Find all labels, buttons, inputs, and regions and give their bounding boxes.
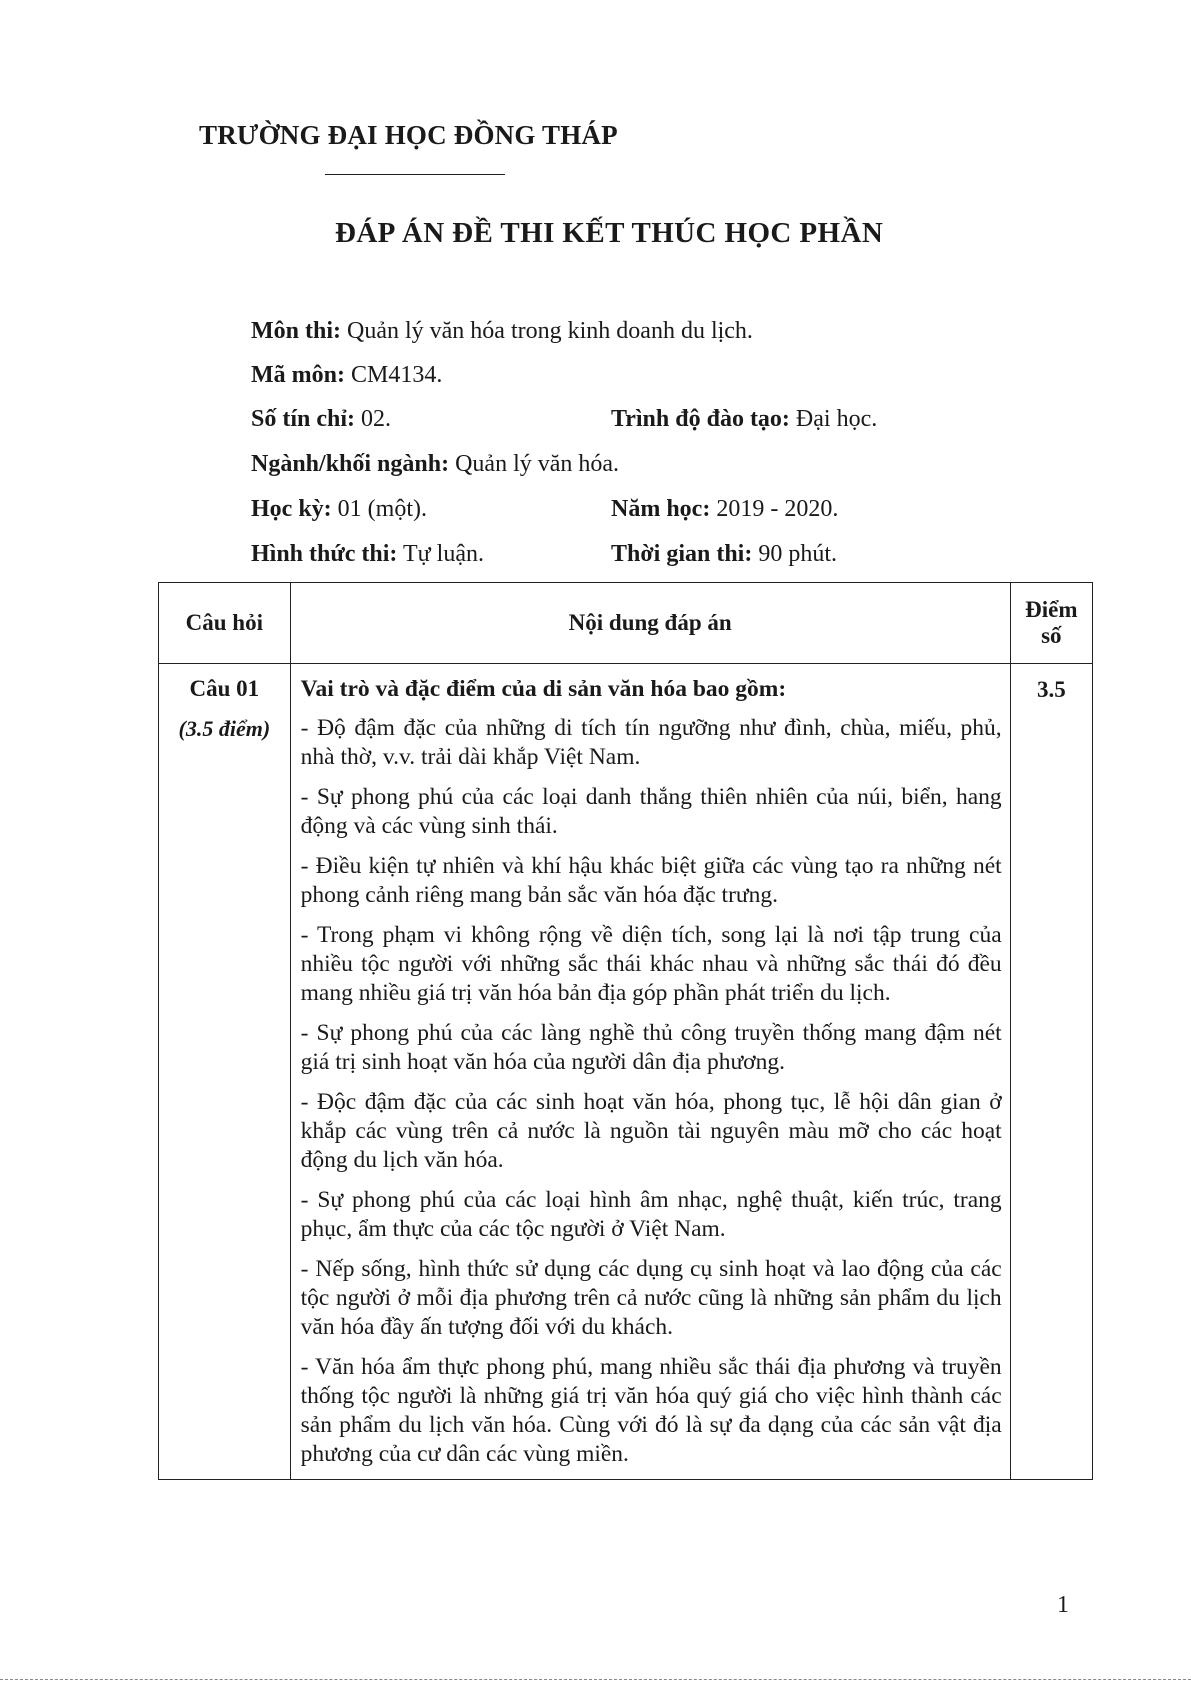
answer-item: - Sự phong phú của các làng nghề thủ công truyền thống mang đậm nét giá trị sinh hoạt văn hóa của người dân địa phương. xyxy=(300,1020,1002,1075)
form-value: Tự luận. xyxy=(397,541,484,567)
info-major xyxy=(251,449,619,479)
answer-item: - Sự phong phú của các loại danh thắng thiên nhiên của núi, biển, hang động và các vùng sinh thái. xyxy=(300,784,1002,839)
answer-item: - Điều kiện tự nhiên và khí hậu khác biệt giữa các vùng tạo ra những nét phong cảnh riêng mang bản sắc văn hóa đặc trưng. xyxy=(300,853,1002,908)
level-label: Trình độ đào tạo: xyxy=(611,406,790,432)
semester-value: 01 (một). xyxy=(331,496,427,522)
credits-value: 02. xyxy=(355,406,392,432)
answer-item: - Sự phong phú của các loại hình âm nhạc, nghệ thuật, kiến trúc, trang phục, ẩm thực của các tộc người ở Việt Nam. xyxy=(300,1187,1002,1242)
score-cell: 3.5 xyxy=(1010,664,1092,1480)
header-score: Điểm số xyxy=(1010,583,1092,664)
question-number: Câu 01 xyxy=(189,676,260,701)
school-underline xyxy=(325,174,505,175)
info-duration xyxy=(611,539,837,569)
code-label: Mã môn: xyxy=(251,362,345,388)
year-label: Năm học: xyxy=(611,496,711,522)
info-semester-row xyxy=(251,494,839,524)
major-value: Quản lý văn hóa. xyxy=(449,451,620,477)
info-credits-row xyxy=(251,404,878,434)
header-content: Nội dung đáp án xyxy=(290,583,1010,664)
info-code xyxy=(251,360,442,390)
document-title: ĐÁP ÁN ĐỀ THI KẾT THÚC HỌC PHẦN xyxy=(335,217,884,249)
question-points: (3.5 điểm) xyxy=(178,716,271,741)
answer-table xyxy=(158,582,1093,1480)
year-value: 2019 - 2020. xyxy=(710,496,839,522)
info-year xyxy=(611,494,838,524)
answer-item: - Nếp sống, hình thức sử dụng các dụng cụ sinh hoạt và lao động của các tộc người ở mỗi địa phương trên cả nước cũng là những sản phẩm du lịch văn hóa đầy ấn tượng đối với du khách. xyxy=(300,1256,1002,1340)
answer-heading: Vai trò và đặc điểm của di sản văn hóa bao gồm: xyxy=(300,676,787,702)
code-value: CM4134. xyxy=(344,362,443,388)
info-level xyxy=(611,404,877,434)
form-label: Hình thức thi: xyxy=(251,541,398,567)
major-label: Ngành/khối ngành: xyxy=(251,451,450,477)
credits-label: Số tín chỉ: xyxy=(251,406,356,432)
info-form-row xyxy=(251,539,837,569)
duration-value: 90 phút. xyxy=(752,541,837,567)
duration-label: Thời gian thi: xyxy=(611,541,753,567)
answer-item: - Độ đậm đặc của những di tích tín ngưỡng như đình, chùa, miếu, phủ, nhà thờ, v.v. trải dài khắp Việt Nam. xyxy=(300,715,1002,770)
info-subject xyxy=(251,316,753,346)
content-cell xyxy=(290,664,1010,1480)
answer-item: - Độc đậm đặc của các sinh hoạt văn hóa, phong tục, lễ hội dân gian ở khắp các vùng trên cả nước là nguồn tài nguyên màu mỡ cho các hoạt động du lịch văn hóa. xyxy=(300,1089,1002,1173)
table-row xyxy=(159,664,1093,1480)
page-number: 1 xyxy=(1057,1592,1069,1618)
semester-label: Học kỳ: xyxy=(251,496,332,522)
subject-value: Quản lý văn hóa trong kinh doanh du lịch. xyxy=(341,318,753,344)
page-bottom-edge xyxy=(0,1679,1191,1680)
answer-item: - Trong phạm vi không rộng về diện tích, song lại là nơi tập trung của nhiều tộc người với những sắc thái khác nhau và những sắc thái đó đều mang nhiều giá trị văn hóa bản địa góp phần phát triển du lịch. xyxy=(300,922,1002,1006)
header-question: Câu hỏi xyxy=(159,583,291,664)
level-value: Đại học. xyxy=(789,406,878,432)
table-header-row xyxy=(159,583,1093,664)
answer-item: - Văn hóa ẩm thực phong phú, mang nhiều sắc thái địa phương và truyền thống tộc người là những giá trị văn hóa quý giá cho việc hình thành các sản phẩm du lịch văn hóa. Cùng với đó là sự đa dạng của các sản vật địa phương của cư dân các vùng miền. xyxy=(300,1354,1002,1467)
question-cell xyxy=(159,664,291,1480)
school-name: TRƯỜNG ĐẠI HỌC ĐỒNG THÁP xyxy=(199,120,618,150)
subject-label: Môn thi: xyxy=(251,318,341,344)
